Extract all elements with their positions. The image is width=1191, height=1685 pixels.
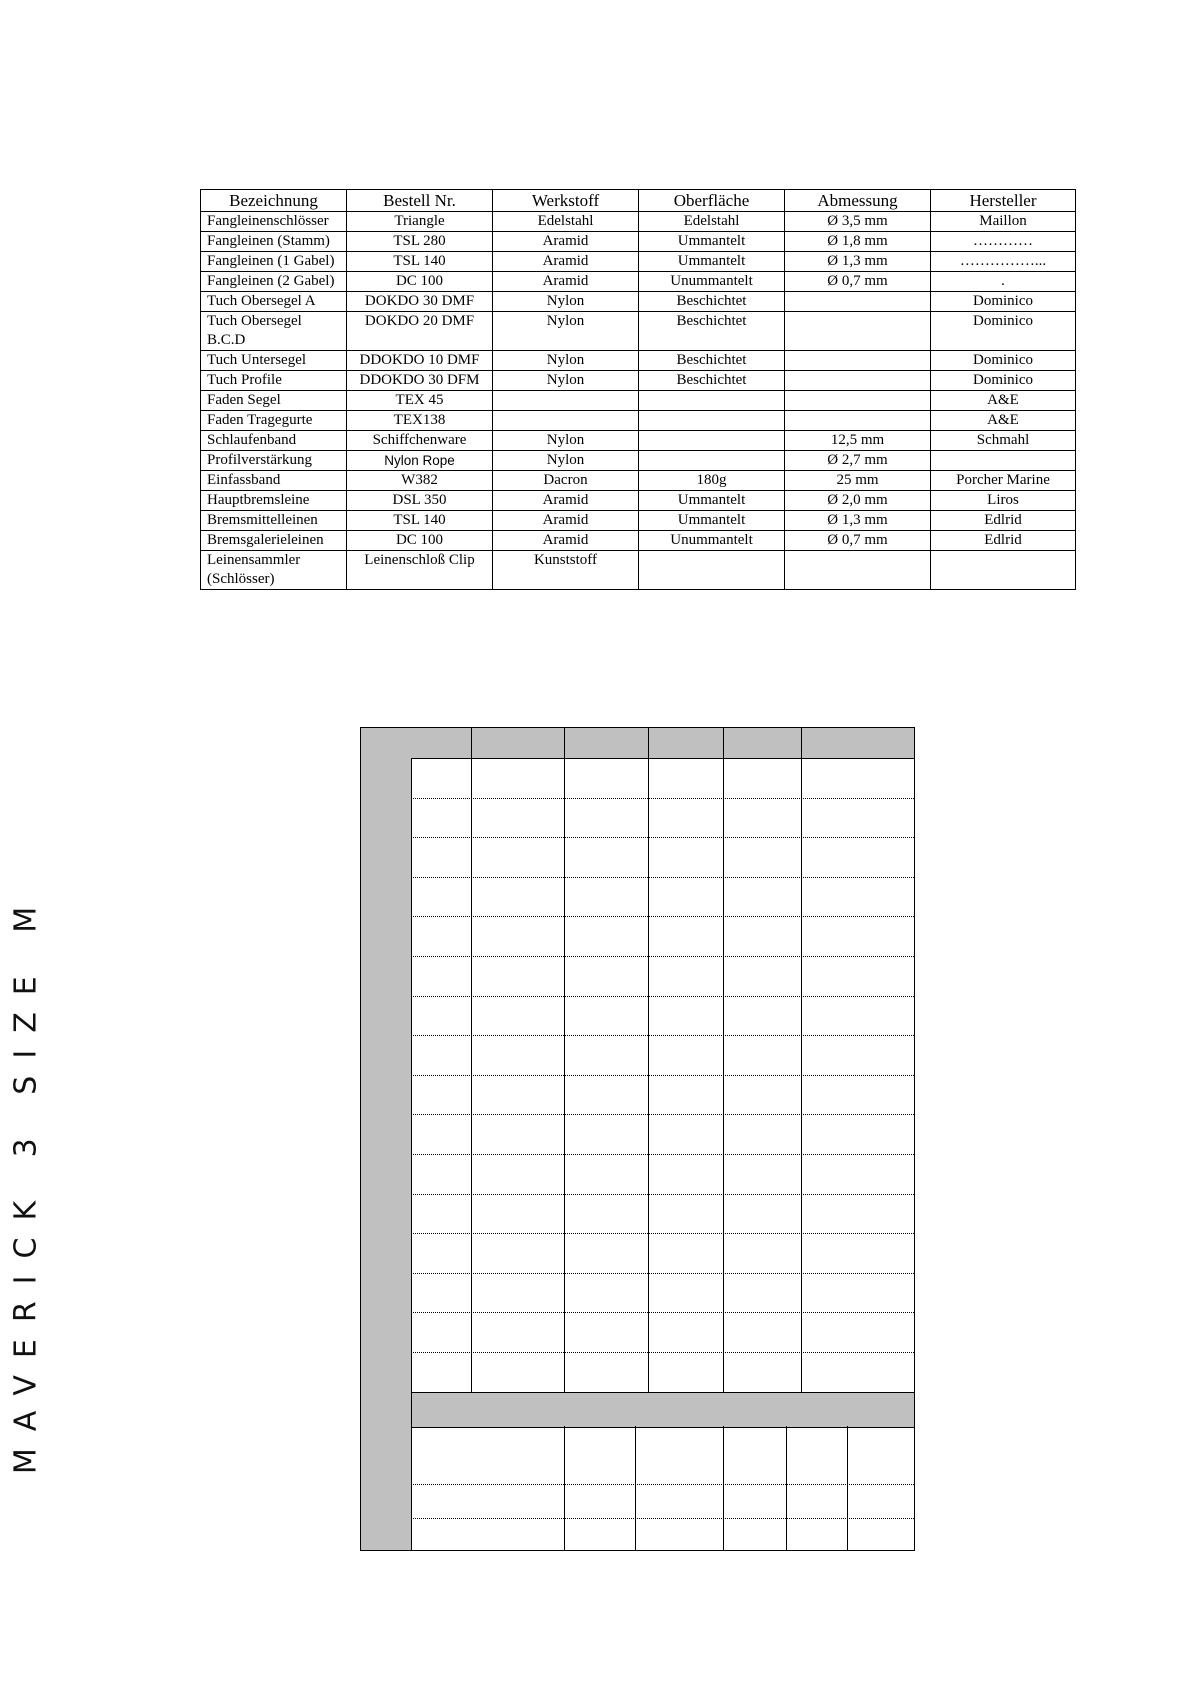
- cell-oberflaeche: Edelstahl: [639, 212, 785, 232]
- cell-bezeichnung: Faden Tragegurte: [201, 411, 347, 431]
- table-row: [201, 232, 1076, 252]
- cell-werkstoff: Aramid: [493, 531, 639, 551]
- cell-abmessung: Ø 2,0 mm: [785, 491, 931, 511]
- form-row-line: [411, 956, 914, 957]
- cell-abmessung: 12,5 mm: [785, 431, 931, 451]
- cell-hersteller: Dominico: [931, 312, 1076, 351]
- cell-bezeichnung: Profilverstärkung: [201, 451, 347, 471]
- cell-oberflaeche: Ummantelt: [639, 252, 785, 272]
- cell-oberflaeche: Unummantelt: [639, 272, 785, 292]
- cell-werkstoff: Dacron: [493, 471, 639, 491]
- cell-hersteller: …………: [931, 232, 1076, 252]
- cell-bestell-nr: DDOKDO 10 DMF: [347, 351, 493, 371]
- cell-hersteller: Liros: [931, 491, 1076, 511]
- cell-werkstoff: Aramid: [493, 252, 639, 272]
- cell-abmessung: [785, 391, 931, 411]
- column-header-oberflaeche: Oberfläche: [639, 190, 785, 212]
- cell-werkstoff: Nylon: [493, 431, 639, 451]
- cell-oberflaeche: Beschichtet: [639, 292, 785, 312]
- cell-werkstoff: Nylon: [493, 371, 639, 391]
- cell-hersteller: .: [931, 272, 1076, 292]
- cell-werkstoff: Aramid: [493, 511, 639, 531]
- line-length-form: [360, 727, 915, 1551]
- cell-oberflaeche: [639, 451, 785, 471]
- cell-werkstoff: Aramid: [493, 272, 639, 292]
- cell-werkstoff: Nylon: [493, 351, 639, 371]
- cell-hersteller: Edlrid: [931, 531, 1076, 551]
- table-row: [201, 551, 1076, 590]
- cell-werkstoff: Aramid: [493, 232, 639, 252]
- form-row-line: [411, 1312, 914, 1313]
- cell-bestell-nr: DOKDO 30 DMF: [347, 292, 493, 312]
- form-row-line: [411, 1114, 914, 1115]
- cell-abmessung: Ø 0,7 mm: [785, 272, 931, 292]
- form-row-line: [411, 1035, 914, 1036]
- form-column-line: [635, 1426, 636, 1550]
- form-middle-band: [411, 1392, 914, 1428]
- cell-hersteller: Maillon: [931, 212, 1076, 232]
- cell-bestell-nr: Leinenschloß Clip: [347, 551, 493, 590]
- form-column-line: [786, 1426, 787, 1550]
- table-row: [201, 411, 1076, 431]
- form-column-line: [564, 1426, 565, 1550]
- cell-oberflaeche: Ummantelt: [639, 232, 785, 252]
- cell-hersteller: [931, 551, 1076, 590]
- cell-abmessung: [785, 312, 931, 351]
- cell-abmessung: Ø 3,5 mm: [785, 212, 931, 232]
- cell-abmessung: [785, 411, 931, 431]
- form-header-band: [361, 728, 914, 758]
- form-column-line: [648, 728, 649, 1392]
- table-row: [201, 511, 1076, 531]
- cell-bezeichnung: Fangleinenschlösser: [201, 212, 347, 232]
- cell-oberflaeche: Ummantelt: [639, 491, 785, 511]
- table-row: [201, 351, 1076, 371]
- cell-bezeichnung: Fangleinen (1 Gabel): [201, 252, 347, 272]
- cell-bezeichnung: Tuch Profile: [201, 371, 347, 391]
- table-row: [201, 451, 1076, 471]
- cell-bezeichnung: Schlaufenband: [201, 431, 347, 451]
- cell-werkstoff: Nylon: [493, 312, 639, 351]
- cell-werkstoff: [493, 391, 639, 411]
- cell-bestell-nr: TSL 140: [347, 511, 493, 531]
- table-row: [201, 212, 1076, 232]
- cell-oberflaeche: [639, 551, 785, 590]
- form-row-line: [411, 1154, 914, 1155]
- form-row-line: [411, 1273, 914, 1274]
- form-column-line: [723, 728, 724, 1392]
- cell-oberflaeche: [639, 411, 785, 431]
- cell-abmessung: Ø 1,8 mm: [785, 232, 931, 252]
- cell-bezeichnung: Einfassband: [201, 471, 347, 491]
- cell-abmessung: [785, 551, 931, 590]
- cell-abmessung: 25 mm: [785, 471, 931, 491]
- cell-werkstoff: Edelstahl: [493, 212, 639, 232]
- cell-bestell-nr: W382: [347, 471, 493, 491]
- cell-hersteller: Dominico: [931, 292, 1076, 312]
- cell-abmessung: [785, 292, 931, 312]
- cell-bezeichnung: Leinensammler (Schlösser): [201, 551, 347, 590]
- cell-bestell-nr: DC 100: [347, 272, 493, 292]
- cell-bezeichnung: Tuch Obersegel A: [201, 292, 347, 312]
- cell-werkstoff: [493, 411, 639, 431]
- cell-bestell-nr: TEX138: [347, 411, 493, 431]
- cell-werkstoff: Nylon: [493, 451, 639, 471]
- form-row-line: [411, 837, 914, 838]
- cell-bezeichnung: Tuch Obersegel B.C.D: [201, 312, 347, 351]
- cell-abmessung: Ø 1,3 mm: [785, 252, 931, 272]
- cell-hersteller: Edlrid: [931, 511, 1076, 531]
- cell-oberflaeche: [639, 391, 785, 411]
- cell-bestell-nr: TEX 45: [347, 391, 493, 411]
- table-body: [201, 212, 1076, 590]
- form-column-line: [723, 1426, 724, 1550]
- table-row: [201, 312, 1076, 351]
- column-header-abmessung: Abmessung: [785, 190, 931, 212]
- table-row: [201, 272, 1076, 292]
- cell-bezeichnung: Bremsgalerieleinen: [201, 531, 347, 551]
- form-row-line: [411, 798, 914, 799]
- cell-oberflaeche: Beschichtet: [639, 371, 785, 391]
- cell-abmessung: [785, 351, 931, 371]
- cell-bezeichnung: Fangleinen (Stamm): [201, 232, 347, 252]
- cell-hersteller: A&E: [931, 391, 1076, 411]
- cell-oberflaeche: Beschichtet: [639, 312, 785, 351]
- cell-hersteller: [931, 451, 1076, 471]
- table-row: [201, 292, 1076, 312]
- cell-werkstoff: Aramid: [493, 491, 639, 511]
- table-row: [201, 252, 1076, 272]
- form-row-line: [411, 916, 914, 917]
- form-row-line: [411, 1352, 914, 1353]
- cell-bezeichnung: Tuch Untersegel: [201, 351, 347, 371]
- cell-hersteller: Dominico: [931, 351, 1076, 371]
- cell-hersteller: Porcher Marine: [931, 471, 1076, 491]
- table-row: [201, 531, 1076, 551]
- form-column-line: [847, 1426, 848, 1550]
- cell-bezeichnung: Faden Segel: [201, 391, 347, 411]
- cell-abmessung: [785, 371, 931, 391]
- form-row-line: [411, 1233, 914, 1234]
- form-row-line: [411, 1194, 914, 1195]
- table-row: [201, 391, 1076, 411]
- form-row-line: [411, 877, 914, 878]
- cell-oberflaeche: Ummantelt: [639, 511, 785, 531]
- cell-hersteller: ……………...: [931, 252, 1076, 272]
- column-header-bestell-nr: Bestell Nr.: [347, 190, 493, 212]
- form-row-line: [411, 1075, 914, 1076]
- cell-oberflaeche: Unummantelt: [639, 531, 785, 551]
- form-header-border: [411, 758, 914, 759]
- column-header-werkstoff: Werkstoff: [493, 190, 639, 212]
- table-row: [201, 471, 1076, 491]
- cell-oberflaeche: Beschichtet: [639, 351, 785, 371]
- cell-bezeichnung: Bremsmittelleinen: [201, 511, 347, 531]
- cell-abmessung: Ø 0,7 mm: [785, 531, 931, 551]
- cell-bezeichnung: Fangleinen (2 Gabel): [201, 272, 347, 292]
- cell-abmessung: Ø 1,3 mm: [785, 511, 931, 531]
- form-column-line: [564, 728, 565, 1392]
- form-column-line: [471, 728, 472, 1392]
- cell-bestell-nr: Nylon Rope: [347, 451, 493, 471]
- cell-bestell-nr: DOKDO 20 DMF: [347, 312, 493, 351]
- column-header-hersteller: Hersteller: [931, 190, 1076, 212]
- cell-werkstoff: Kunststoff: [493, 551, 639, 590]
- cell-bestell-nr: Triangle: [347, 212, 493, 232]
- cell-oberflaeche: 180g: [639, 471, 785, 491]
- cell-hersteller: A&E: [931, 411, 1076, 431]
- table-header-row: [201, 190, 1076, 212]
- form-column-line: [801, 728, 802, 1392]
- cell-hersteller: Dominico: [931, 371, 1076, 391]
- cell-bestell-nr: TSL 280: [347, 232, 493, 252]
- form-side-title: MAVERICK 3 SIZE M: [8, 889, 44, 1475]
- table-row: [201, 371, 1076, 391]
- materials-table: [200, 189, 1076, 590]
- table-row: [201, 431, 1076, 451]
- form-row-line: [411, 1518, 914, 1519]
- cell-hersteller: Schmahl: [931, 431, 1076, 451]
- cell-oberflaeche: [639, 431, 785, 451]
- cell-bestell-nr: DDOKDO 30 DFM: [347, 371, 493, 391]
- column-header-bezeichnung: Bezeichnung: [201, 190, 347, 212]
- cell-bezeichnung: Hauptbremsleine: [201, 491, 347, 511]
- cell-bestell-nr: Schiffchenware: [347, 431, 493, 451]
- cell-werkstoff: Nylon: [493, 292, 639, 312]
- cell-abmessung: Ø 2,7 mm: [785, 451, 931, 471]
- form-side-band: [361, 728, 411, 1550]
- form-row-line: [411, 1484, 914, 1485]
- cell-bestell-nr: TSL 140: [347, 252, 493, 272]
- cell-bestell-nr: DC 100: [347, 531, 493, 551]
- form-row-line: [411, 996, 914, 997]
- cell-bestell-nr: DSL 350: [347, 491, 493, 511]
- table-row: [201, 491, 1076, 511]
